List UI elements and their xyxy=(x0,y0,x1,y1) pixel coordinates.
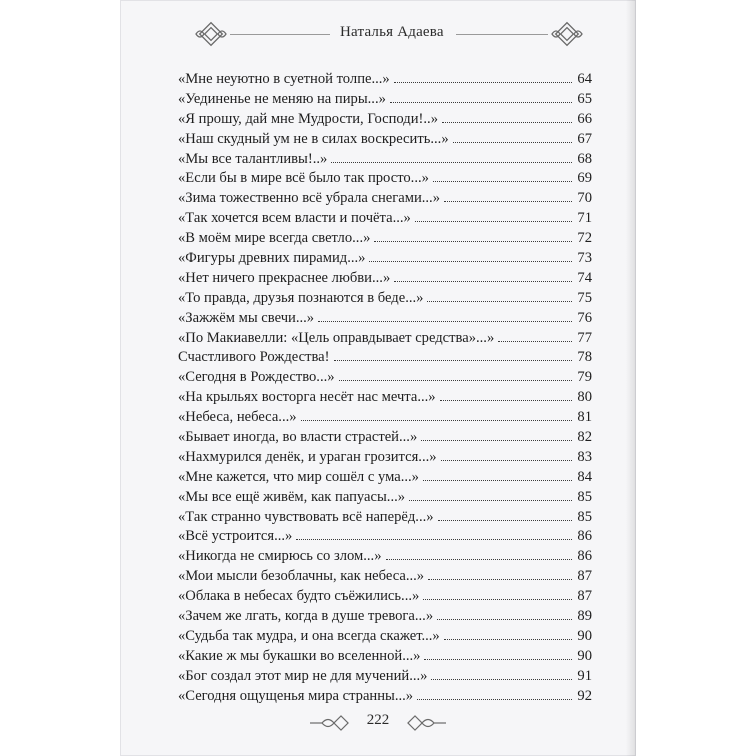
toc-entry-title: «Так странно чувствовать всё наперёд...» xyxy=(178,508,434,525)
toc-entry-title: «Нахмурился денёк, и ураган грозится...» xyxy=(178,448,437,465)
page-number: 222 xyxy=(366,712,390,728)
dot-leader xyxy=(444,200,572,202)
dot-leader xyxy=(438,519,572,521)
toc-entry-page: 65 xyxy=(577,90,592,107)
toc-entry-page: 92 xyxy=(577,687,592,704)
dot-leader xyxy=(390,101,572,103)
toc-entry-page: 84 xyxy=(577,468,592,485)
dot-leader xyxy=(301,419,572,421)
toc-entry-page: 75 xyxy=(577,289,592,306)
toc-entry-page: 74 xyxy=(577,269,592,286)
toc-entry xyxy=(178,667,592,687)
toc-entry-title: «Фигуры древних пирамид...» xyxy=(178,250,366,267)
toc-entry xyxy=(178,309,592,329)
toc-entry xyxy=(178,647,592,667)
toc-entry xyxy=(178,189,592,209)
toc-entry xyxy=(178,488,592,508)
dot-leader xyxy=(394,280,572,282)
dot-leader xyxy=(334,359,572,361)
toc-entry-title: «Сегодня ощущенья мира странны...» xyxy=(178,687,414,704)
toc-entry-title: «Зима тожественно всё убрала снегами...» xyxy=(178,190,440,207)
toc-entry-title: «Так хочется всем власти и почёта...» xyxy=(178,210,411,227)
toc-entry xyxy=(178,229,592,249)
toc-entry-page: 81 xyxy=(577,409,592,426)
toc-entry-page: 86 xyxy=(577,528,592,545)
toc-entry xyxy=(178,249,592,269)
toc-entry-page: 66 xyxy=(577,110,592,127)
dot-leader xyxy=(427,300,572,302)
toc-entry-title: «Мне кажется, что мир сошёл с ума...» xyxy=(178,468,419,485)
toc-entry-title: «В моём мире всегда светло...» xyxy=(178,230,371,247)
toc-entry-title: «Мне неуютно в суетной толпе...» xyxy=(178,71,390,87)
toc-entry-page: 70 xyxy=(577,190,592,207)
dot-leader xyxy=(386,558,572,560)
toc-entry-title: «Зажжём мы свечи...» xyxy=(178,309,315,326)
toc-entry-page: 85 xyxy=(577,488,592,505)
toc-entry xyxy=(178,110,592,130)
book-page xyxy=(120,0,636,756)
dot-leader xyxy=(318,320,572,322)
toc-entry-page: 71 xyxy=(577,210,592,227)
toc-entry-page: 72 xyxy=(577,230,592,247)
toc-entry-title: «Никогда не смирюсь со злом...» xyxy=(178,548,382,565)
toc-entry xyxy=(178,567,592,587)
dot-leader xyxy=(339,379,572,381)
toc-entry xyxy=(178,90,592,110)
toc-entry-title: «Я прошу, дай мне Мудрости, Господи!..» xyxy=(178,110,438,127)
toc-entry-title: «На крыльях восторга несёт нас мечта...» xyxy=(178,389,436,406)
toc-entry-page: 77 xyxy=(577,329,592,346)
footer-left-ornament-icon xyxy=(308,714,352,732)
toc-entry-title: «Нет ничего прекраснее любви...» xyxy=(178,269,391,286)
toc-entry-title: «Мы все талантливы!..» xyxy=(178,150,328,167)
dot-leader xyxy=(442,121,572,123)
toc-entry-page: 79 xyxy=(577,369,592,386)
toc-entry-title: «Судьба так мудра, и она всегда скажет...» xyxy=(178,627,440,644)
toc-entry xyxy=(178,448,592,468)
toc-entry xyxy=(178,627,592,647)
toc-entry-title: «Если бы в мире всё было так просто...» xyxy=(178,170,429,187)
toc-entry xyxy=(178,428,592,448)
toc-entry xyxy=(178,70,592,90)
toc-entry-page: 68 xyxy=(577,150,592,167)
dot-leader xyxy=(440,399,572,401)
dot-leader xyxy=(415,220,572,222)
toc-entry xyxy=(178,527,592,547)
toc-entry-title: «Наш скудный ум не в силах воскресить...» xyxy=(178,130,449,147)
toc-entry-title: «То правда, друзья познаются в беде...» xyxy=(178,289,424,306)
toc-entry-title: «Мои мысли безоблачны, как небеса...» xyxy=(178,568,425,585)
toc-entry-title: «Бывает иногда, во власти страстей...» xyxy=(178,429,418,446)
author-name: Наталья Адаева xyxy=(340,24,444,40)
dot-leader xyxy=(453,141,572,143)
toc-entry xyxy=(178,269,592,289)
toc-entry-page: 90 xyxy=(577,627,592,644)
toc-entry-page: 89 xyxy=(577,608,592,625)
toc-entry xyxy=(178,368,592,388)
toc-entry xyxy=(178,388,592,408)
left-knot-ornament-icon xyxy=(194,20,228,48)
dot-leader xyxy=(424,658,572,660)
toc-entry xyxy=(178,587,592,607)
toc-entry-page: 90 xyxy=(577,647,592,664)
dot-leader xyxy=(421,439,572,441)
dot-leader xyxy=(428,578,572,580)
toc-entry-page: 76 xyxy=(577,309,592,326)
toc-entry xyxy=(178,607,592,627)
right-knot-ornament-icon xyxy=(550,20,584,48)
toc-entry-page: 86 xyxy=(577,548,592,565)
dot-leader xyxy=(423,479,572,481)
toc-entry-title: «Сегодня в Рождество...» xyxy=(178,369,335,386)
dot-leader xyxy=(437,618,572,620)
toc-entry-page: 83 xyxy=(577,448,592,465)
page-footer xyxy=(120,712,636,742)
toc-entry-title: «Зачем же лгать, когда в душе тревога...» xyxy=(178,608,434,625)
toc-entry xyxy=(178,209,592,229)
dot-leader xyxy=(417,698,572,700)
toc-entry xyxy=(178,130,592,150)
dot-leader xyxy=(409,499,572,501)
toc-entry-page: 73 xyxy=(577,250,592,267)
toc-entry xyxy=(178,468,592,488)
toc-entry-page: 82 xyxy=(577,429,592,446)
toc-entry-page: 67 xyxy=(577,130,592,147)
toc-entry-page: 78 xyxy=(577,349,592,366)
toc-entry-page: 64 xyxy=(577,71,592,87)
toc-entry xyxy=(178,547,592,567)
toc-entry-page: 85 xyxy=(577,508,592,525)
toc-entry-title: «Небеса, небеса...» xyxy=(178,409,297,426)
toc-entry xyxy=(178,408,592,428)
dot-leader xyxy=(423,598,572,600)
table-of-contents xyxy=(178,70,592,707)
header-rule-left xyxy=(230,34,330,35)
toc-entry-title: «Уединенье не меняю на пиры...» xyxy=(178,90,386,107)
toc-entry-title: «Бог создал этот мир не для мучений...» xyxy=(178,667,428,684)
dot-leader xyxy=(444,638,572,640)
footer-right-ornament-icon xyxy=(404,714,448,732)
header-rule-right xyxy=(456,34,548,35)
dot-leader xyxy=(498,340,572,342)
toc-entry xyxy=(178,348,592,368)
dot-leader xyxy=(431,678,572,680)
toc-entry-page: 80 xyxy=(577,389,592,406)
dot-leader xyxy=(441,459,572,461)
dot-leader xyxy=(374,240,572,242)
toc-entry-title: «Какие ж мы букашки во вселенной...» xyxy=(178,647,421,664)
toc-entry xyxy=(178,169,592,189)
toc-entry xyxy=(178,329,592,349)
toc-entry-page: 69 xyxy=(577,170,592,187)
toc-entry-title: «Облака в небесах будто съёжились...» xyxy=(178,588,420,605)
toc-entry-page: 87 xyxy=(577,588,592,605)
toc-entry xyxy=(178,150,592,170)
dot-leader xyxy=(394,81,572,83)
running-header xyxy=(120,16,636,50)
dot-leader xyxy=(296,538,572,540)
toc-entry xyxy=(178,289,592,309)
toc-entry xyxy=(178,508,592,528)
toc-entry-title: Счастливого Рождества! xyxy=(178,349,330,366)
dot-leader xyxy=(433,180,572,182)
toc-entry-title: «Мы все ещё живём, как папуасы...» xyxy=(178,488,406,505)
toc-entry-page: 87 xyxy=(577,568,592,585)
toc-entry-title: «По Макиавелли: «Цель оправдывает средства»...» xyxy=(178,329,495,346)
toc-entry-page: 91 xyxy=(577,667,592,684)
toc-entry-title: «Всё устроится...» xyxy=(178,528,293,545)
toc-entry xyxy=(178,687,592,707)
spine-shadow xyxy=(626,0,636,756)
dot-leader xyxy=(331,161,572,163)
dot-leader xyxy=(369,260,572,262)
